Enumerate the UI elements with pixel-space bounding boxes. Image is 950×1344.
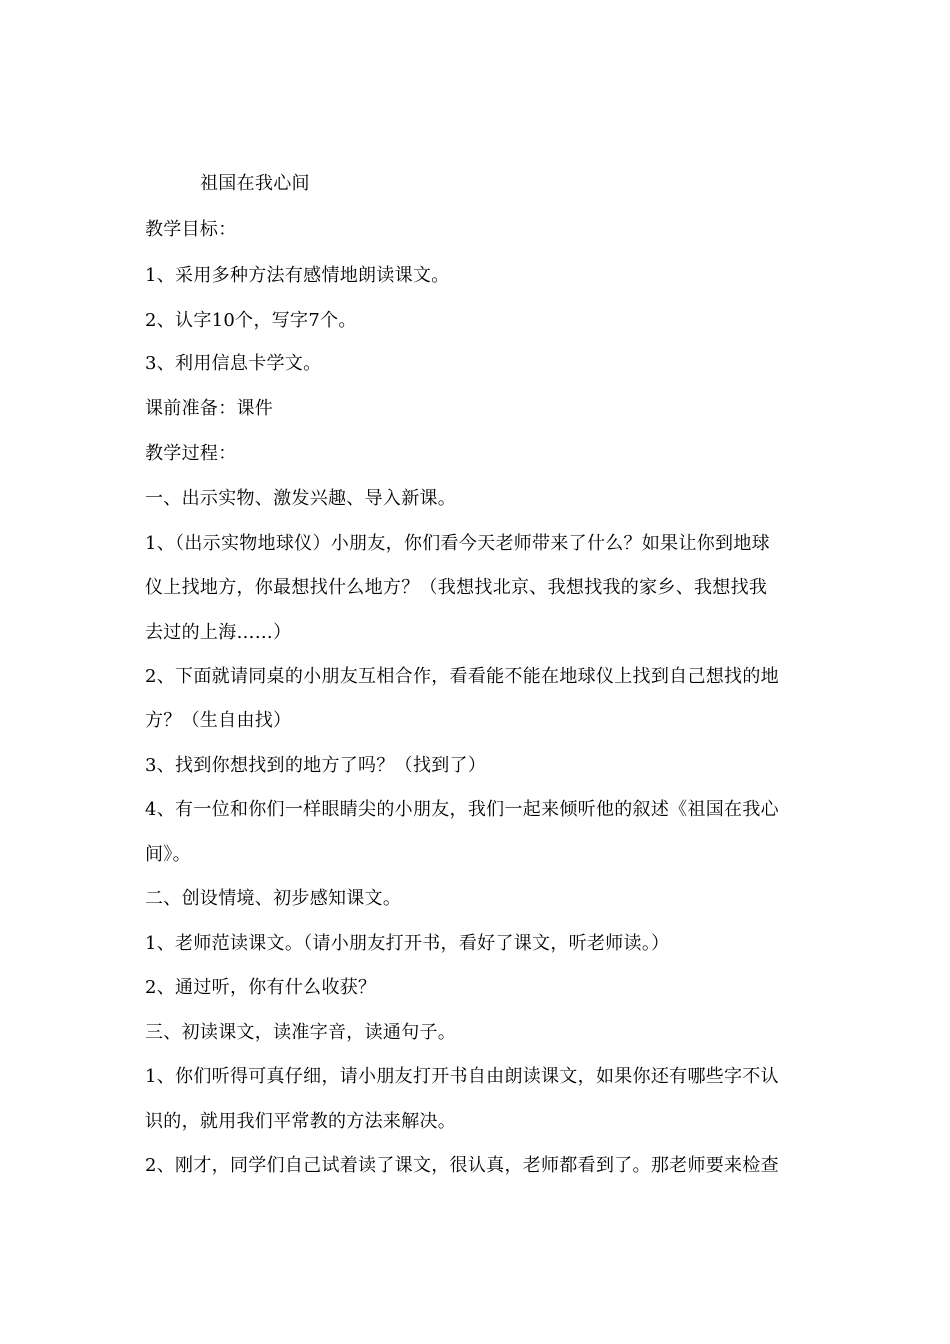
text-line: 2、刚才，同学们自己试着读了课文，很认真，老师都看到了。那老师要来检查 [145,1155,779,1176]
text-line: 课前准备：课件 [145,398,274,419]
text-line: 间》。 [145,844,191,865]
section-heading: 一、出示实物、激发兴趣、导入新课。 [145,488,457,509]
text-line: 1、（出示实物地球仪）小朋友，你们看今天老师带来了什么？如果让你到地球 [145,533,770,554]
text-line: 2、通过听，你有什么收获？ [145,977,377,998]
section-heading: 二、创设情境、初步感知课文。 [145,888,402,909]
text-line: 1、采用多种方法有感情地朗读课文。 [145,265,450,286]
text-line: 去过的上海……） [145,622,292,643]
text-line: 3、利用信息卡学文。 [145,353,322,374]
text-line: 2、下面就请同桌的小朋友互相合作，看看能不能在地球仪上找到自己想找的地 [145,666,779,687]
text-line: 4、有一位和你们一样眼睛尖的小朋友，我们一起来倾听他的叙述《祖国在我心 [145,799,779,820]
text-line: 2、认字10个，写字7个。 [145,310,357,331]
text-line: 1、老师范读课文。（请小朋友打开书，看好了课文，听老师读。） [145,933,670,954]
text-line: 3、找到你想找到的地方了吗？（找到了） [145,755,487,776]
document-title: 祖国在我心间 [200,173,310,194]
section-heading: 三、初读课文，读准字音，读通句子。 [145,1022,457,1043]
text-line: 教学过程： [145,443,237,464]
text-line: 教学目标： [145,219,237,240]
text-line: 方？（生自由找） [145,710,292,731]
text-line: 1、你们听得可真仔细，请小朋友打开书自由朗读课文，如果你还有哪些字不认 [145,1066,779,1087]
text-line: 识的，就用我们平常教的方法来解决。 [145,1111,457,1132]
text-line: 仪上找地方，你最想找什么地方？（我想找北京、我想找我的家乡、我想找我 [145,577,768,598]
